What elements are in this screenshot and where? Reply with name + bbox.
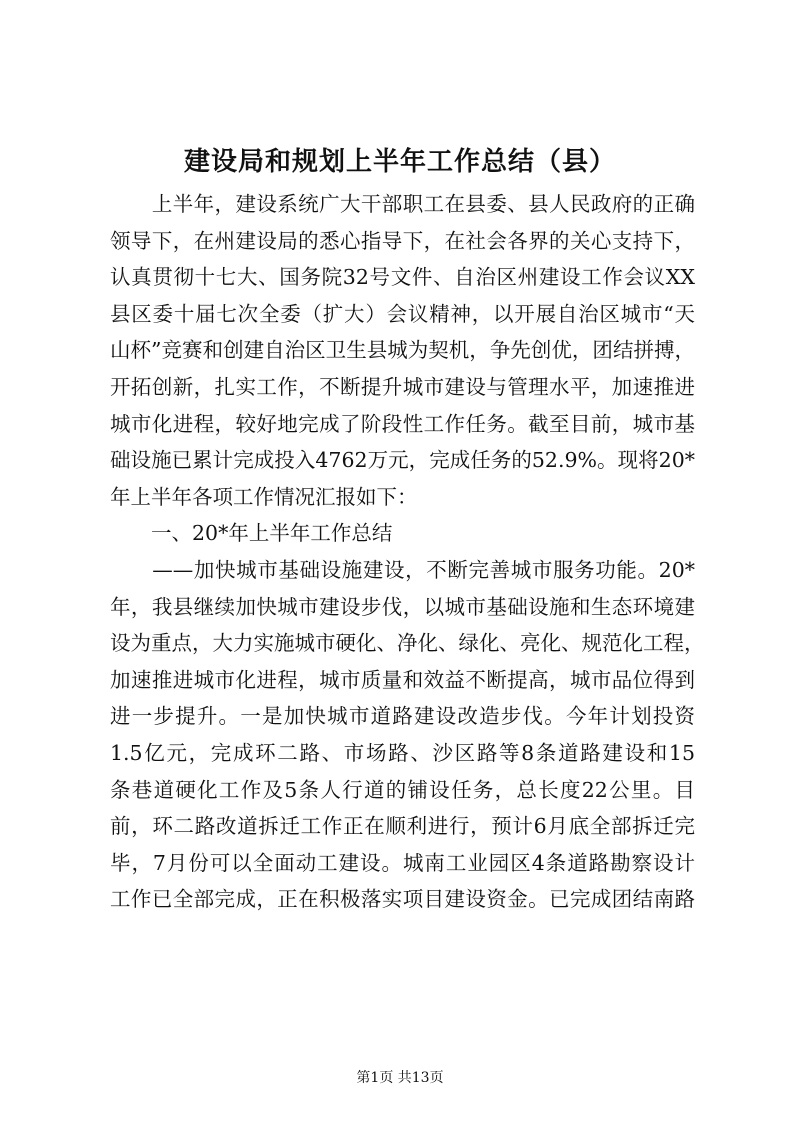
- body-line: 1.5亿元，完成环二路、市场路、沙区路等8条道路建设和15: [110, 740, 695, 765]
- body-line: 城市化进程，较好地完成了阶段性工作任务。截至目前，城市基: [110, 411, 695, 436]
- document-title: 建设局和规划上半年工作总结（县）: [183, 147, 616, 177]
- body-line: 设为重点，大力实施城市硬化、净化、绿化、亮化、规范化工程，: [110, 631, 705, 656]
- body-line: 础设施已累计完成投入4762万元，完成任务的52.9%。现将20*: [110, 448, 695, 473]
- body-line: 条巷道硬化工作及5条人行道的铺设任务，总长度22公里。目: [110, 777, 695, 802]
- body-line: 开拓创新，扎实工作，不断提升城市建设与管理水平，加速推进: [110, 374, 695, 399]
- section-heading: 一、20*年上半年工作总结: [110, 521, 393, 546]
- body-line: 认真贯彻十七大、国务院32号文件、自治区州建设工作会议XX: [110, 265, 695, 290]
- body-line: 年上半年各项工作情况汇报如下：: [110, 484, 418, 509]
- body-line: 前，环二路改道拆迁工作正在顺利进行，预计6月底全部拆迁完: [110, 814, 695, 839]
- body-line: 山杯”竞赛和创建自治区卫生县城为契机，争先创优，团结拼搏，: [110, 338, 695, 363]
- body-line: 领导下，在州建设局的悉心指导下，在社会各界的关心支持下，: [110, 228, 695, 253]
- body-line: 县区委十届七次全委（扩大）会议精神，以开展自治区城市“天: [110, 301, 695, 326]
- body-line: 加速推进城市化进程，城市质量和效益不断提高，城市品位得到: [110, 667, 695, 692]
- body-line: 年，我县继续加快城市建设步伐，以城市基础设施和生态环境建: [110, 594, 695, 619]
- body-line: 上半年，建设系统广大干部职工在县委、县人民政府的正确: [110, 192, 695, 216]
- document-body: [110, 186, 705, 918]
- body-line: ——加快城市基础设施建设，不断完善城市服务功能。20*: [110, 557, 695, 582]
- body-line: 进一步提升。一是加快城市道路建设改造步伐。今年计划投资: [110, 704, 695, 729]
- body-line: 工作已全部完成，正在积极落实项目建设资金。已完成团结南路: [110, 887, 695, 912]
- page-number-footer: 第1页 共13页: [356, 1070, 444, 1086]
- body-line: 毕，7月份可以全面动工建设。城南工业园区4条道路勘察设计: [110, 850, 695, 875]
